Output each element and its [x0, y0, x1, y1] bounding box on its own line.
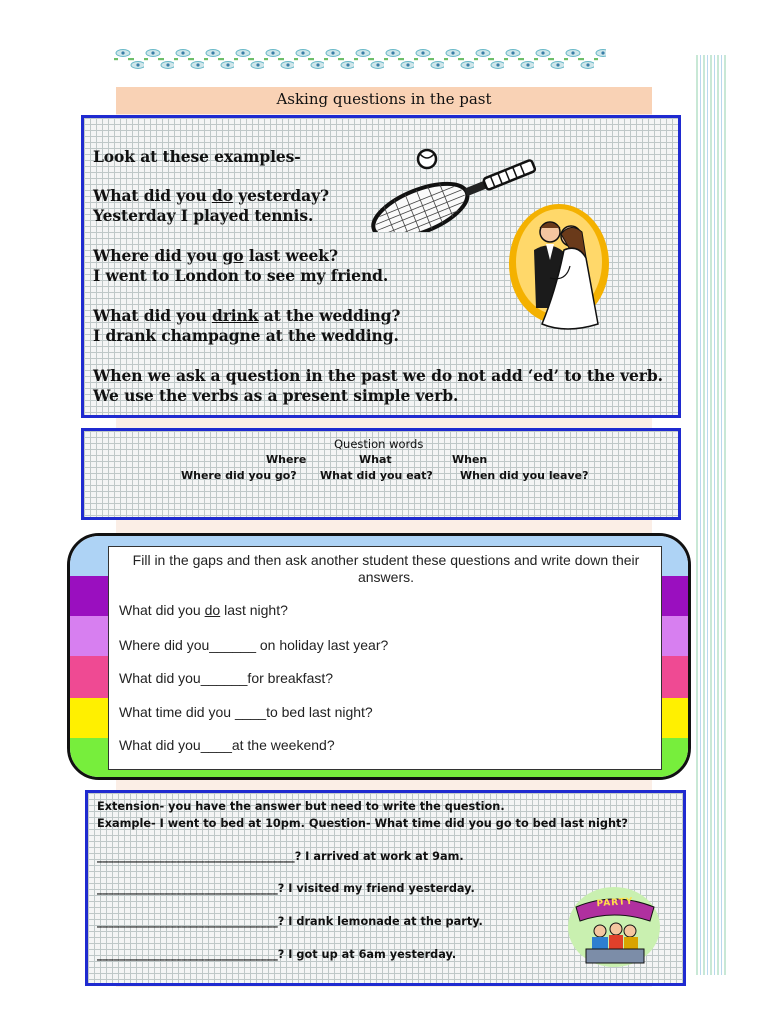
- question-example-when: When did you leave?: [460, 469, 589, 482]
- gap-fill-instructions: Fill in the gaps and then ask another student these questions and write down their answers.: [132, 552, 640, 585]
- extension-box: [85, 790, 686, 986]
- example-question-3: What did you drink at the wedding?: [93, 306, 401, 325]
- example-answer-3: I drank champagne at the wedding.: [93, 326, 399, 345]
- decorative-border-right: [696, 55, 726, 975]
- examples-box: [81, 115, 681, 418]
- extension-item-3: ________________________________? I drank lemonade at the party.: [97, 915, 483, 928]
- example-answer-1: Yesterday I played tennis.: [93, 206, 314, 225]
- title-band: [116, 87, 652, 114]
- gap-fill-question-3: What did you______for breakfast?: [119, 670, 334, 686]
- example-answer-2: I went to London to see my friend.: [93, 266, 389, 285]
- extension-item-1: ___________________________________? I arrived at work at 9am.: [97, 850, 464, 863]
- question-word-what: What: [359, 453, 392, 466]
- example-question-2: Where did you go last week?: [93, 246, 338, 265]
- page-title: Asking questions in the past: [276, 90, 492, 108]
- extension-item-4: ________________________________? I got up at 6am yesterday.: [97, 948, 457, 961]
- question-words-heading: Question words: [334, 437, 424, 451]
- decorative-border-top: [114, 46, 606, 72]
- rule-line-2: We use the verbs as a present simple verb.: [93, 386, 459, 405]
- question-example-what: What did you eat?: [320, 469, 433, 482]
- gap-fill-question-2: Where did you______ on holiday last year?: [119, 637, 389, 653]
- question-example-where: Where did you go?: [181, 469, 297, 482]
- gap-fill-panel: [108, 546, 662, 770]
- extension-item-2: ________________________________? I visited my friend yesterday.: [97, 882, 475, 895]
- examples-intro: Look at these examples-: [93, 147, 301, 166]
- example-question-1: What did you do yesterday?: [93, 186, 329, 205]
- gap-fill-question-5: What did you____at the weekend?: [119, 737, 335, 753]
- question-word-when: When: [452, 453, 488, 466]
- extension-instructions: Extension- you have the answer but need to write the question.: [97, 800, 505, 813]
- question-word-where: Where: [266, 453, 307, 466]
- question-words-box: [81, 428, 681, 520]
- party-icon: [566, 885, 664, 969]
- party-sign-text: PARTY: [596, 896, 634, 910]
- rule-line-1: When we ask a question in the past we do not add ‘ed’ to the verb.: [93, 366, 663, 385]
- extension-example: Example- I went to bed at 10pm. Question- What time did you go to bed last night?: [97, 817, 628, 830]
- gap-fill-question-4: What time did you ____to bed last night?: [119, 704, 373, 720]
- wedding-couple-icon: [506, 200, 612, 336]
- gap-fill-question-1: What did you do last night?: [119, 602, 288, 618]
